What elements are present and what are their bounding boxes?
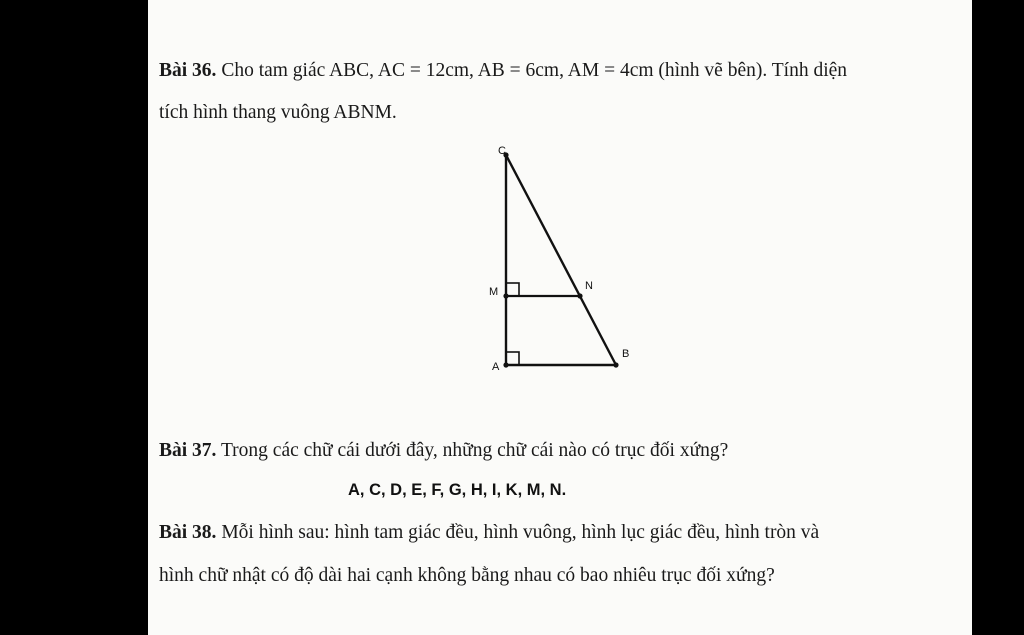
point-m-dot bbox=[503, 293, 508, 298]
point-m-label: M bbox=[489, 286, 499, 298]
exercise-36-line-2: tích hình thang vuông ABNM. bbox=[159, 102, 397, 123]
exercise-38-line-2: hình chữ nhật có độ dài hai cạnh không bằng nhau có bao nhiêu trục đối xứng? bbox=[159, 565, 775, 586]
exercise-38-text: Mỗi hình sau: hình tam giác đều, hình vuông, hình lục giác đều, hình tròn và bbox=[216, 522, 820, 543]
exercise-37-line-1 bbox=[159, 440, 728, 462]
point-c-label: C bbox=[498, 145, 506, 157]
exercise-38-label: Bài 38. bbox=[159, 522, 217, 543]
right-angle-mark-m bbox=[506, 283, 519, 296]
exercise-37-label: Bài 37. bbox=[159, 440, 217, 461]
point-n-dot bbox=[577, 293, 582, 298]
exercise-36-label: Bài 36. bbox=[159, 60, 217, 81]
exercise-37-text: Trong các chữ cái dưới đây, những chữ cái nào có trục đối xứng? bbox=[216, 440, 729, 461]
document-page bbox=[148, 0, 972, 635]
exercise-38-line-1 bbox=[159, 522, 819, 544]
point-b-dot bbox=[613, 362, 618, 367]
point-a-dot bbox=[503, 362, 508, 367]
triangle-figure bbox=[478, 138, 638, 378]
point-b-label: B bbox=[622, 348, 630, 360]
right-angle-mark-a bbox=[506, 352, 519, 365]
exercise-36-line-1 bbox=[159, 60, 847, 82]
segment-cb bbox=[506, 155, 616, 365]
exercise-37-letters: A, C, D, E, F, G, H, I, K, M, N. bbox=[348, 481, 567, 499]
point-a-label: A bbox=[492, 361, 500, 373]
point-n-label: N bbox=[585, 280, 593, 292]
exercise-36-text: Cho tam giác ABC, AC = 12cm, AB = 6cm, AM = 4cm (hình vẽ bên). Tính diện bbox=[216, 60, 848, 81]
